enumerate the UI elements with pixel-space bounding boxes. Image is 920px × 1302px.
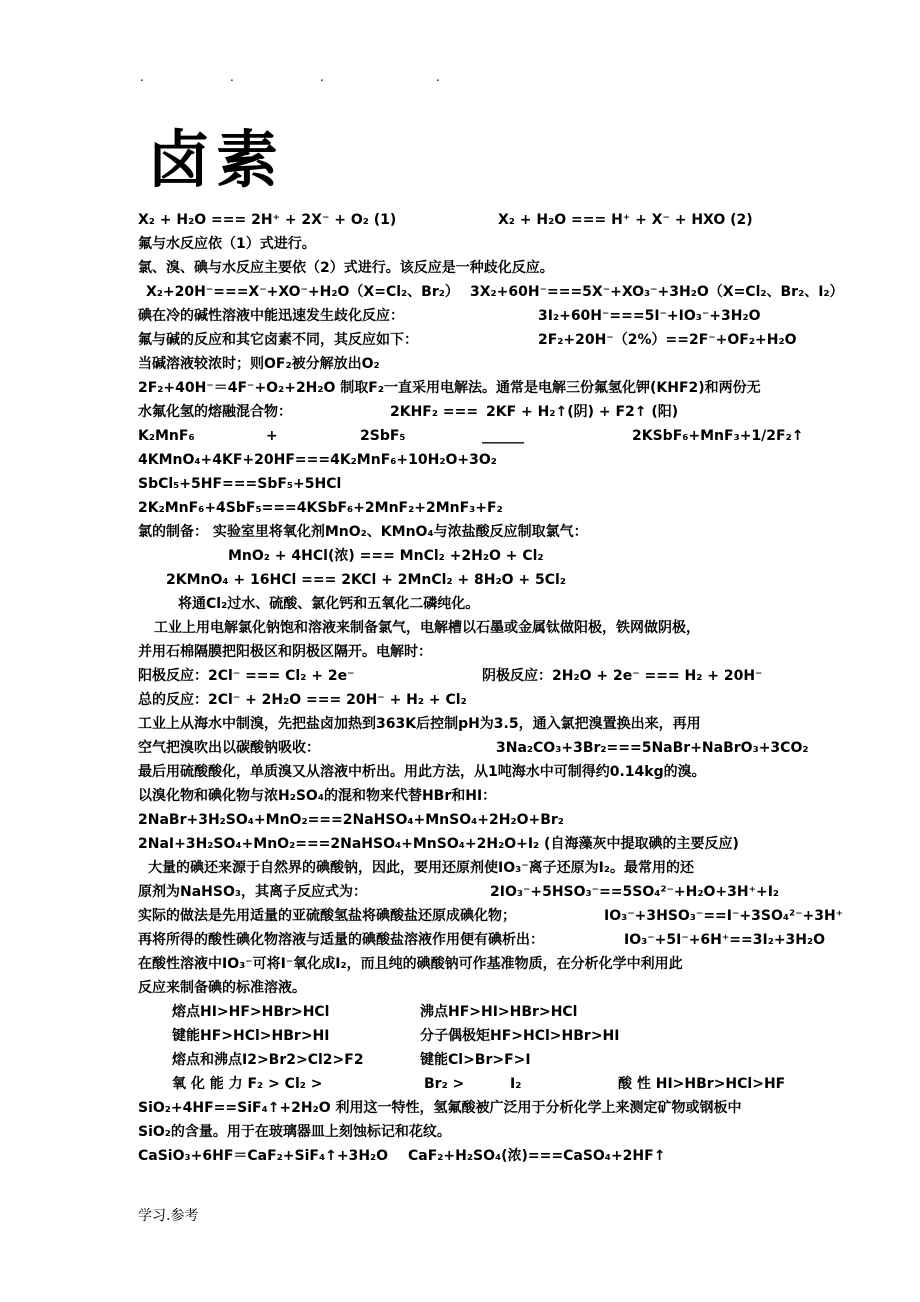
- header-dot: .: [140, 70, 144, 84]
- text-line: [138, 544, 788, 568]
- equation: X₂+20H⁻===X⁻+XO⁻+H₂O（X=Cl₂、Br₂）: [146, 284, 459, 300]
- text-line: [138, 1144, 788, 1168]
- text-line: [138, 400, 788, 424]
- paragraph-text: SiO₂+4HF==SiF₄↑+2H₂O 利用这一特性，氢氟酸被广泛用于分析化学上来测定矿物或钢板中: [138, 1100, 742, 1116]
- equation: 阴极反应：2H₂O + 2e⁻ === H₂ + 20H⁻: [482, 668, 763, 684]
- text-line: [138, 976, 788, 1000]
- text-line: [138, 1096, 788, 1120]
- property-item: 熔点和沸点I2>Br2>Cl2>F2: [172, 1052, 364, 1068]
- property-item: 酸 性 HI>HBr>HCl>HF: [618, 1076, 786, 1092]
- equation: IO₃⁻+3HSO₃⁻==I⁻+3SO₄²⁻+3H⁺: [604, 908, 844, 924]
- text-line: [138, 1072, 788, 1096]
- equation: 2F₂+20H⁻（2%）==2F⁻+OF₂+H₂O: [538, 332, 797, 348]
- equation: 2KF + H₂↑(阴) + F2↑ (阳): [486, 404, 679, 420]
- text-line: [138, 712, 788, 736]
- equation: IO₃⁻+5I⁻+6H⁺==3I₂+3H₂O: [624, 932, 826, 948]
- paragraph-text: 碘在冷的碱性溶液中能迅速发生歧化反应：: [138, 308, 404, 324]
- equation: 3Na₂CO₃+3Br₂===5NaBr+NaBrO₃+3CO₂: [496, 740, 809, 756]
- text-line: [138, 256, 788, 280]
- property-item: 熔点HI>HF>HBr>HCl: [172, 1004, 330, 1020]
- paragraph-text: 实际的做法是先用适量的亚硫酸氢盐将碘酸盐还原成碘化物；: [138, 908, 516, 924]
- text-line: [138, 808, 788, 832]
- page-title: 卤素: [148, 123, 285, 196]
- header-dot: .: [436, 70, 440, 84]
- text-line: [138, 616, 788, 640]
- property-item: 键能Cl>Br>F>I: [420, 1052, 531, 1068]
- equation: 2K₂MnF₆+4SbF₅===4KSbF₆+2MnF₂+2MnF₃+F₂: [138, 500, 503, 516]
- equation: 2KMnO₄ + 16HCl === 2KCl + 2MnCl₂ + 8H₂O + 5Cl₂: [166, 572, 566, 588]
- text-line: [138, 328, 797, 352]
- paragraph-text: 氯的制备： 实验室里将氧化剂MnO₂、KMnO₄与浓盐酸反应制取氯气：: [138, 524, 588, 540]
- text-line: [138, 664, 788, 688]
- text-line: [138, 376, 788, 400]
- text-line: [138, 424, 804, 448]
- text-line: [138, 592, 788, 616]
- paragraph-text: 氯、溴、碘与水反应主要依（2）式进行。该反应是一种歧化反应。: [138, 260, 554, 276]
- paragraph-text: 工业上用电解氯化钠饱和溶液来制备氯气，电解槽以石墨或金属钛做阳极，铁网做阴极，: [154, 620, 700, 636]
- paragraph-text: 再将所得的酸性碘化物溶液与适量的碘酸盐溶液作用便有碘析出：: [138, 932, 544, 948]
- paragraph-text: 原剂为NaHSO₃，其离子反应式为：: [138, 884, 367, 900]
- equation: CaSiO₃+6HF＝CaF₂+SiF₄↑+3H₂O: [138, 1148, 389, 1164]
- equation: 4KMnO₄+4KF+20HF===4K₂MnF₆+10H₂O+3O₂: [138, 452, 497, 468]
- header-dot: .: [230, 70, 234, 84]
- text-line: [138, 832, 788, 856]
- equation: 总的反应：2Cl⁻ + 2H₂O === 20H⁻ + H₂ + Cl₂: [138, 692, 467, 708]
- text-line: [138, 1000, 788, 1024]
- equation: 阳极反应：2Cl⁻ === Cl₂ + 2e⁻: [138, 668, 355, 684]
- equation: 2SbF₅: [360, 428, 406, 444]
- text-line: [138, 736, 809, 760]
- text-line: [138, 952, 788, 976]
- equation: 2IO₃⁻+5HSO₃⁻==5SO₄²⁻+H₂O+3H⁺+I₂: [490, 884, 780, 900]
- property-item: Br₂ >: [424, 1076, 465, 1092]
- paragraph-text: 在酸性溶液中IO₃⁻可将I⁻氧化成I₂，而且纯的碘酸钠可作基准物质，在分析化学中利用此: [138, 956, 683, 972]
- text-line: [138, 352, 788, 376]
- text-line: [138, 880, 788, 904]
- property-item: 沸点HF>HI>HBr>HCl: [420, 1004, 578, 1020]
- text-line: [138, 280, 844, 304]
- equation-1: X₂ + H₂O === 2H⁺ + 2X⁻ + O₂ (1): [138, 212, 397, 228]
- property-item: 氧 化 能 力 F₂ > Cl₂ >: [172, 1076, 323, 1092]
- equation: SbCl₅+5HF===SbF₅+5HCl: [138, 476, 342, 492]
- paragraph-text: 当碱溶液较浓时；则OF₂被分解放出O₂: [138, 356, 380, 372]
- property-item: 分子偶极矩HF>HCl>HBr>HI: [420, 1028, 620, 1044]
- equation: 2NaI+3H₂SO₄+MnO₂===2NaHSO₄+MnSO₄+2H₂O+I₂ (自海藻灰中提取碘的主要反应): [138, 836, 739, 852]
- paragraph-text: 并用石棉隔膜把阳极区和阴极区隔开。电解时：: [138, 644, 432, 660]
- equation: +: [266, 428, 278, 444]
- text-line: [138, 856, 788, 880]
- equation: 2KSbF₆+MnF₃+1/2F₂↑: [632, 428, 804, 444]
- paragraph-text: 水氟化氢的熔融混合物：: [138, 404, 292, 420]
- equation-2: X₂ + H₂O === H⁺ + X⁻ + HXO (2): [498, 212, 753, 228]
- equation: K₂MnF₆: [138, 428, 195, 444]
- text-line: [138, 640, 788, 664]
- equation: CaF₂+H₂SO₄(浓)===CaSO₄+2HF↑: [408, 1148, 666, 1164]
- text-line: [138, 1024, 788, 1048]
- text-line: [138, 784, 788, 808]
- text-line: [138, 472, 788, 496]
- text-line: [138, 688, 788, 712]
- header-dot: .: [320, 70, 324, 84]
- paragraph-text: 最后用硫酸酸化，单质溴又从溶液中析出。用此方法，从1吨海水中可制得约0.14kg的溴。: [138, 764, 706, 780]
- header-dots: [140, 70, 460, 84]
- paragraph-text: 将通Cl₂过水、硫酸、氯化钙和五氧化二磷纯化。: [178, 596, 480, 612]
- property-item: I₂: [510, 1076, 522, 1092]
- paragraph-text: 工业上从海水中制溴，先把盐卤加热到363K后控制pH为3.5，通入氯把溴置换出来，再用: [138, 716, 701, 732]
- property-item: 键能HF>HCl>HBr>HI: [172, 1028, 330, 1044]
- equation-blank: ______: [482, 428, 524, 444]
- paragraph-text: 大量的碘还来源于自然界的碘酸钠，因此，要用还原剂使IO₃⁻离子还原为I₂。最常用的还: [148, 860, 694, 876]
- page-footer: 学习.参考: [138, 1208, 199, 1224]
- paragraph-text: SiO₂的含量。用于在玻璃器皿上刻蚀标记和花纹。: [138, 1124, 451, 1140]
- text-line: [138, 520, 788, 544]
- paragraph-text: 2F₂+40H⁻＝4F⁻+O₂+2H₂O 制取F₂一直采用电解法。通常是电解三份氟氢化钾(KHF2)和两份无: [138, 380, 761, 396]
- text-line: [138, 448, 788, 472]
- text-line: [138, 568, 788, 592]
- paragraph-text: 氟与碱的反应和其它卤素不同，其反应如下：: [138, 332, 418, 348]
- text-line: [138, 1120, 788, 1144]
- paragraph-text: 氟与水反应依（1）式进行。: [138, 236, 316, 252]
- paragraph-text: 反应来制备碘的标准溶液。: [138, 980, 306, 996]
- equation: 2NaBr+3H₂SO₄+MnO₂===2NaHSO₄+MnSO₄+2H₂O+Br₂: [138, 812, 564, 828]
- text-line: [138, 1048, 788, 1072]
- equation: MnO₂ + 4HCl(浓) === MnCl₂ +2H₂O + Cl₂: [228, 548, 544, 564]
- text-line: [138, 904, 844, 928]
- text-line: [138, 208, 788, 232]
- text-line: [138, 928, 826, 952]
- text-line: [138, 232, 788, 256]
- equation: 3I₂+60H⁻===5I⁻+IO₃⁻+3H₂O: [538, 308, 761, 324]
- text-line: [138, 304, 788, 328]
- text-line: [138, 760, 788, 784]
- equation: 3X₂+60H⁻===5X⁻+XO₃⁻+3H₂O（X=Cl₂、Br₂、I₂）: [470, 284, 844, 300]
- text-line: [138, 496, 788, 520]
- document-body: [138, 208, 844, 1168]
- equation: 2KHF₂ ===: [390, 404, 479, 420]
- paragraph-text: 以溴化物和碘化物与浓H₂SO₄的混和物来代替HBr和HI：: [138, 788, 497, 804]
- paragraph-text: 空气把溴吹出以碳酸钠吸收：: [138, 740, 320, 756]
